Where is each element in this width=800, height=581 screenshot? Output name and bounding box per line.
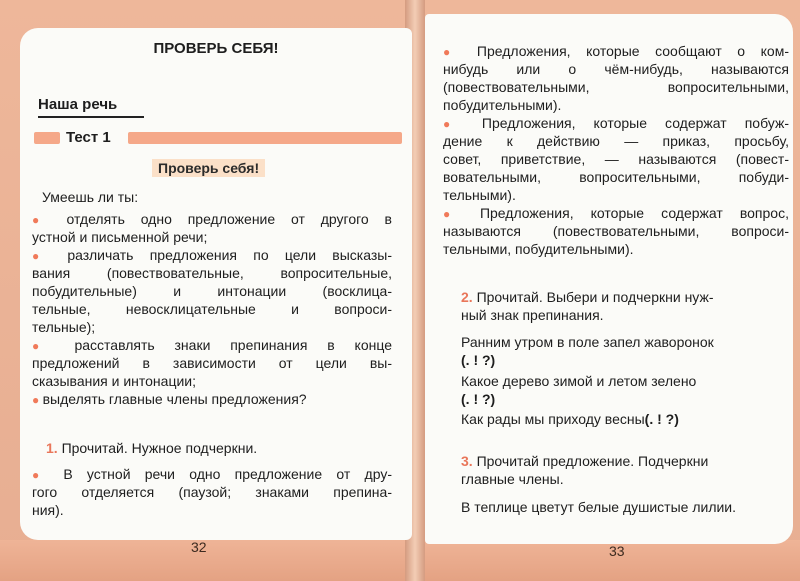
line-text: расставлять знаки препинания в конце: [74, 337, 392, 353]
line-text: тельными, побудительными).: [443, 241, 634, 257]
intro-text: Умеешь ли ты:: [42, 189, 139, 205]
line-text: дение к действию — приказ, просьбу,: [443, 133, 789, 149]
left-page: [20, 28, 412, 540]
bullet-icon: ●: [32, 393, 43, 407]
line-text: совет, приветствие, — называются (повест-: [443, 151, 789, 167]
task3-sentence: В теплице цветут белые душистые лилии.: [461, 499, 737, 515]
page-number-left: 32: [191, 539, 207, 555]
line-text: побудительные) и интонации (восклица-: [32, 283, 392, 299]
bullet-icon: ●: [32, 468, 64, 482]
skill-line: [32, 300, 392, 318]
line-text: отделять одно предложение от другого в: [66, 211, 392, 227]
task3-text-2: главные члены.: [461, 471, 564, 487]
line-text: выделять главные члены предложения?: [42, 391, 307, 407]
skill-line: [32, 228, 392, 246]
line-text: сказывания и интонации;: [32, 373, 197, 389]
punctuation-choices: (. ! ?): [644, 411, 679, 427]
punctuation-choices: [461, 390, 561, 408]
definition-line: [443, 42, 789, 61]
skill-line: [32, 390, 392, 409]
definition-line: [443, 240, 789, 258]
task1-text: Прочитай. Нужное подчеркни.: [61, 440, 258, 456]
section-underline: [38, 116, 144, 118]
line-text: называются (повествовательными, вопроси-: [443, 223, 789, 239]
line-text: нибудь или о чём-нибудь, называются: [443, 61, 789, 77]
task3-text-1: Прочитай предложение. Подчеркни: [476, 453, 709, 469]
task1-item-line: [32, 483, 392, 501]
stripe-right: [128, 132, 402, 144]
line-text: ния).: [32, 502, 64, 518]
subheading: Проверь себя!: [152, 159, 265, 177]
definition-line: [443, 222, 789, 240]
definition-line: [443, 186, 789, 204]
task2-sentence: [461, 333, 789, 351]
skill-line: [32, 372, 392, 390]
line-text: В устной речи одно предложение от дру-: [63, 466, 392, 482]
task-number: 1.: [46, 440, 58, 456]
task2-text-1: Прочитай. Выбери и подчеркни нуж-: [476, 289, 714, 305]
line-text: устной и письменной речи;: [32, 229, 208, 245]
right-page: [425, 14, 793, 544]
bullet-icon: ●: [443, 117, 482, 131]
bullet-icon: ●: [32, 213, 67, 227]
task2-sentence: [461, 410, 679, 428]
skill-line: [32, 282, 392, 300]
task1-item-line: [32, 465, 392, 484]
punctuation-choices: [461, 351, 561, 369]
line-text: (. ! ?): [461, 391, 496, 407]
task2-line: [461, 288, 714, 306]
skill-line: [32, 318, 392, 336]
task-number: 2.: [461, 289, 473, 305]
line-text: гого отделяется (паузой; знаками препина-: [32, 484, 392, 500]
line-text: предложений в зависимости от цели вы-: [32, 355, 392, 371]
definition-line: [443, 132, 789, 150]
line-text: тельными).: [443, 187, 516, 203]
page-title: ПРОВЕРЬ СЕБЯ!: [153, 40, 279, 57]
task3-line: [461, 452, 708, 470]
task1-item-line: [32, 501, 392, 519]
line-text: (. ! ?): [461, 352, 496, 368]
task-number: 3.: [461, 453, 473, 469]
bullet-icon: ●: [443, 45, 477, 59]
line-text: тельные);: [32, 319, 96, 335]
line-text: (повествовательными, вопросительными,: [443, 79, 789, 95]
skill-line: [32, 354, 392, 372]
line-text: вания (повествовательные, вопросительные,: [32, 265, 392, 281]
skill-line: [32, 264, 392, 282]
line-text: Ранним утром в поле запел жаворонок: [461, 334, 714, 350]
task2-text-2: ный знак препинания.: [461, 307, 604, 323]
line-text: Какое дерево зимой и летом зелено: [461, 373, 697, 389]
definition-line: [443, 78, 789, 96]
task2-sentence: [461, 372, 789, 390]
definition-line: [443, 60, 789, 78]
skill-line: [32, 336, 392, 355]
test-label: Тест 1: [66, 129, 111, 146]
definition-line: [443, 204, 789, 223]
line-text: вовательными, вопросительными, побуди-: [443, 169, 789, 185]
bullet-icon: ●: [32, 249, 68, 263]
skill-line: [32, 210, 392, 229]
definition-line: [443, 114, 789, 133]
section-heading: Наша речь: [38, 96, 118, 113]
bullet-icon: ●: [32, 339, 75, 353]
line-text: Предложения, которые сообщают о ком-: [476, 43, 789, 59]
page-edge-strip: [0, 540, 800, 581]
definition-line: [443, 168, 789, 186]
task1-line: [46, 439, 257, 457]
definition-line: [443, 96, 789, 114]
line-text: Предложения, которые содержат вопрос,: [479, 205, 789, 221]
line-text: побудительными).: [443, 97, 562, 113]
line-text: различать предложения по цели высказы-: [67, 247, 392, 263]
bullet-icon: ●: [443, 207, 480, 221]
line-text: Как рады мы приходу весны: [461, 411, 645, 427]
skill-line: [32, 246, 392, 265]
line-text: Предложения, которые содержат побуж-: [481, 115, 789, 131]
stripe-left: [34, 132, 60, 144]
definition-line: [443, 150, 789, 168]
line-text: тельные, невосклицательные и вопроси-: [32, 301, 392, 317]
page-number-right: 33: [609, 543, 625, 559]
